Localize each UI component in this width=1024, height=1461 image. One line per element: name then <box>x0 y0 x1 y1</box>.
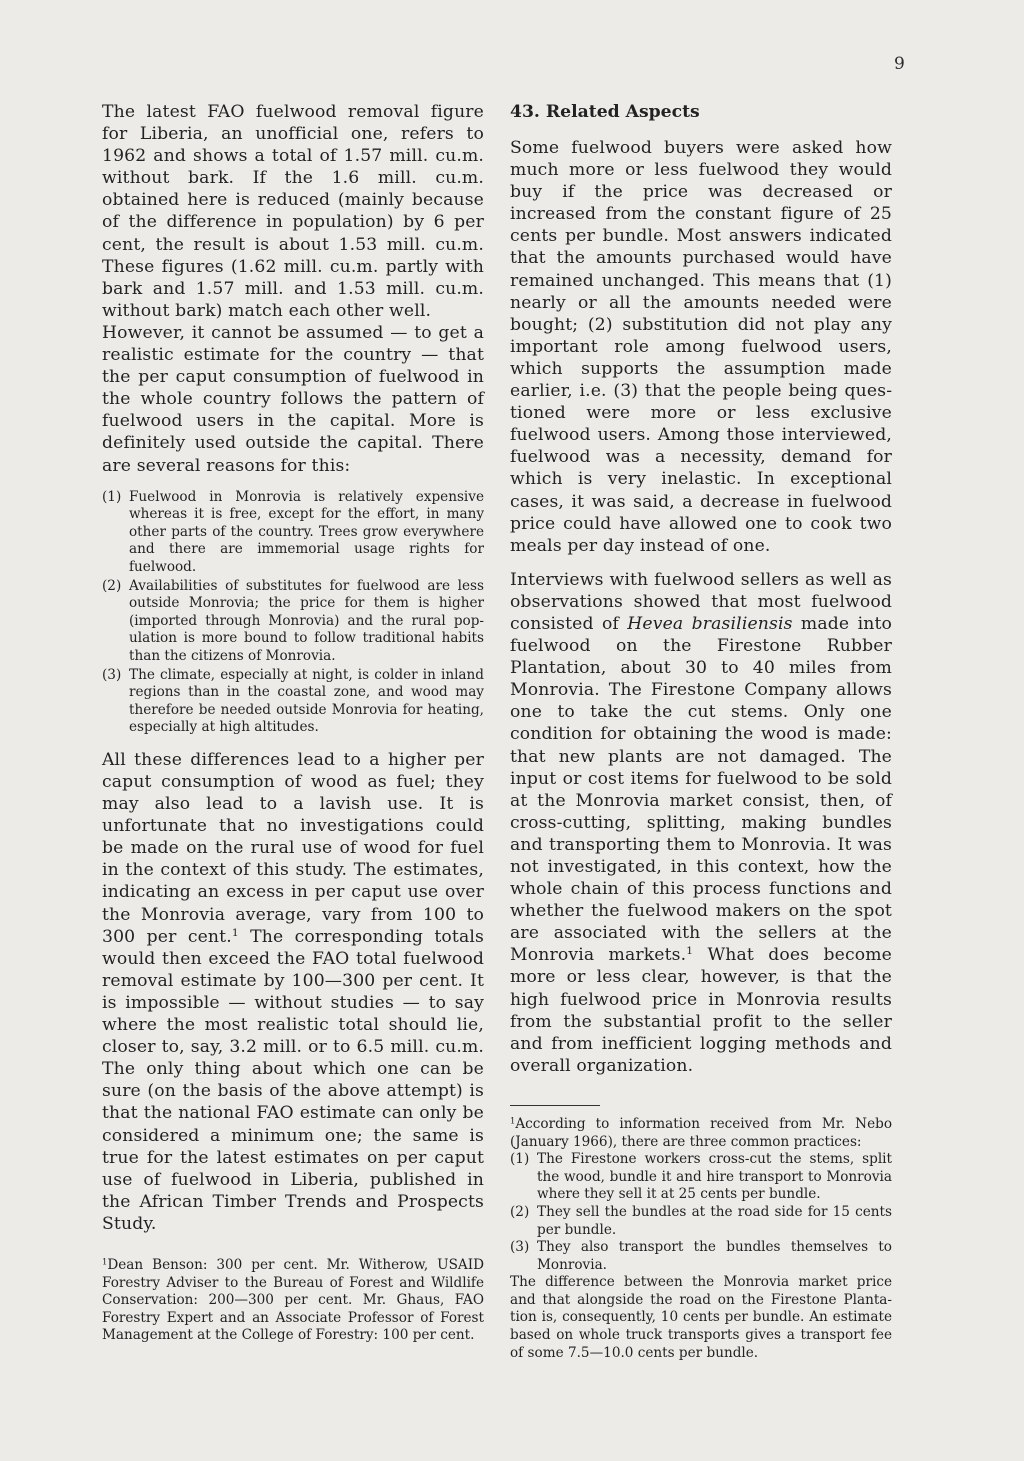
left-column <box>102 101 484 1345</box>
section-heading: 43. Related Aspects <box>510 102 700 122</box>
list-item-text: Availabilities of substitutes for fuelwood are less outside Monrovia; the price for them is higher (imported through Monrovia) and the rural population is more bound to follow traditional habits than the citizens of Monrovia. <box>129 577 484 664</box>
paragraph-fao-figure: The latest FAO fuelwood removal figure for Liberia, an unofficial one, refers to 1962 and shows a total of 1.57 mill. cu.m. without bark. If the 1.6 mill. cu.m. obtained here is reduced (mainly because of the difference in population) by 6 per cent, the result is about 1.53 mill. cu.m. These figures (1.62 mill. cu.m. partly with bark and 1.57 mill. and 1.53 mill. cu.m. without bark) match each other well. <box>102 102 484 321</box>
list-item <box>510 1239 892 1274</box>
list-marker: (3) <box>102 666 122 683</box>
footnote-text: According to information received from Mr. Nebo (January 1966), there are three common practices: <box>510 1115 892 1150</box>
footnote-marker: 1 <box>102 1256 108 1267</box>
list-item-text: The climate, especially at night, is colder in inland regions than in the coastal zone, and wood may therefore be needed outside Monrovia for heating, especially at high altitudes. <box>129 666 484 736</box>
paragraph-differences <box>102 749 484 1235</box>
practices-list <box>510 1151 892 1274</box>
list-item-text: The Firestone workers cross-cut the stems, split the wood, bundle it and hire transport to Monrovia where they sell it at 25 cents per bundle. <box>537 1151 892 1203</box>
paragraph-text: All these differences lead to a higher per caput consumption of wood as fuel; they may also lead to a lavish use. It is unfortunate that no investigations could be made on the rural use of wood for fuel in the context of this study. The estimates, indicating an excess in per caput use over the Monrovia average, vary from 100 to 300 per cent. <box>102 749 484 947</box>
paragraph-buyers: Some fuelwood buyers were asked how much more or less fuelwood they would buy if the price was decreased or increased from the constant figure of 25 cents per bundle. Most answers indicated that the amounts purchased would have remained unchanged. This means that (1) nearly or all the amounts needed were bought; (2) substitution did not play any important role among fuelwood users, which supports the assumption made earlier, i.e. (3) that the people being questioned were more or less exclusive fuelwood users. Among those interviewed, fuelwood was a necessity, demand for which is very inelastic. In exceptional cases, it was said, a decrease in fuelwood price could have allowed one to cook two meals per day instead of one. <box>510 138 892 556</box>
list-marker: (1) <box>102 488 122 505</box>
footnote-text: Dean Benson: 300 per cent. Mr. Witherow, USAID Forestry Adviser to the Bureau of Forest and Wildlife Conservation: 200—300 per cent. Mr. Ghaus, FAO Forestry Expert and an Associate Professor of Forest Management at the College of Forestry: 100 per cent. <box>102 1256 484 1344</box>
paragraph-text: The corresponding totals would then exceed the FAO total fuelwood removal estimate by 100—300 per cent. It is impossible — without studies — to say where the most realistic total should lie, closer to, say, 3.2 mill. or to 6.5 mill. cu.m. The only thing about which one can be sure (on the basis of the above attempt) is that the national FAO estimate can only be considered a minimum one; the same is true for the latest estimates on per caput use of fuelwood in Liberia, published in the African Timber Trends and Prospects Study. <box>102 926 484 1234</box>
list-marker: (1) <box>510 1151 530 1168</box>
species-name: Hevea brasiliensis <box>627 613 793 634</box>
list-item-text: They also transport the bundles themselves to Monrovia. <box>537 1239 892 1273</box>
list-item-text: Fuelwood in Monrovia is relatively expensive whereas it is free, except for the effort, in many other parts of the country. Trees grow everywhere and there are immemorial usage rights for fuelwood. <box>129 488 484 575</box>
list-item <box>102 489 484 577</box>
footnote-divider <box>510 1105 600 1106</box>
paragraph-sellers <box>510 569 892 1077</box>
list-marker: (2) <box>510 1203 530 1220</box>
reasons-list <box>102 489 484 737</box>
list-marker: (3) <box>510 1239 530 1256</box>
footnote-closing: The difference between the Monrovia market price and that alongside the road on the Firestone Plantation is, consequently, 10 cents per bundle. An estimate based on whole truck transports gives a transport fee of some 7.5—10.0 cents per bundle. <box>510 1274 892 1361</box>
list-item-text: They sell the bundles at the road side for 15 cents per bundle. <box>537 1203 892 1238</box>
page-number: 9 <box>894 54 905 74</box>
list-marker: (2) <box>102 577 122 594</box>
list-item <box>102 578 484 666</box>
footnote-marker: 1 <box>510 1115 516 1126</box>
paragraph-per-caput-assumption: However, it cannot be assumed — to get a realistic estimate for the country — that the per caput consumption of fuelwood in the whole country follows the pattern of fuelwood users in the capital. More is definitely used outside the capital. There are several reasons for this: <box>102 322 484 476</box>
paragraph-text: made into fuelwood on the Firestone Rubber Plantation, about 30 to 40 miles from Monrovia. The Firestone Company allows one to take the cut stems. Only one condition for obtaining the wood is made: that new plants are not damaged. The input or cost items for fuelwood to be sold at the Monrovia market consist, then, of cross-cutting, splitting, making bundles and transporting them to Monrovia. It was not investigated, in this context, how the whole chain of this process functions and whether the fuelwood makers on the spot are associated with the sellers at the Monrovia markets. <box>510 613 893 966</box>
footnote <box>102 1257 484 1345</box>
right-column <box>510 101 892 1362</box>
footnote-intro <box>510 1116 892 1151</box>
paragraph-text: What does become more or less clear, however, is that the high fuelwood price in Monrovia results from the substantial profit to the seller and from inefficient logging methods and overall organization. <box>510 945 892 1076</box>
list-item <box>102 667 484 737</box>
list-item <box>510 1151 892 1204</box>
footnote-reference: 1 <box>686 944 694 958</box>
paragraph-text: Interviews with fuelwood sellers as well as observations showed that most fuelwood consisted of <box>510 569 892 634</box>
list-item <box>510 1204 892 1239</box>
footnote-reference: 1 <box>231 925 239 939</box>
